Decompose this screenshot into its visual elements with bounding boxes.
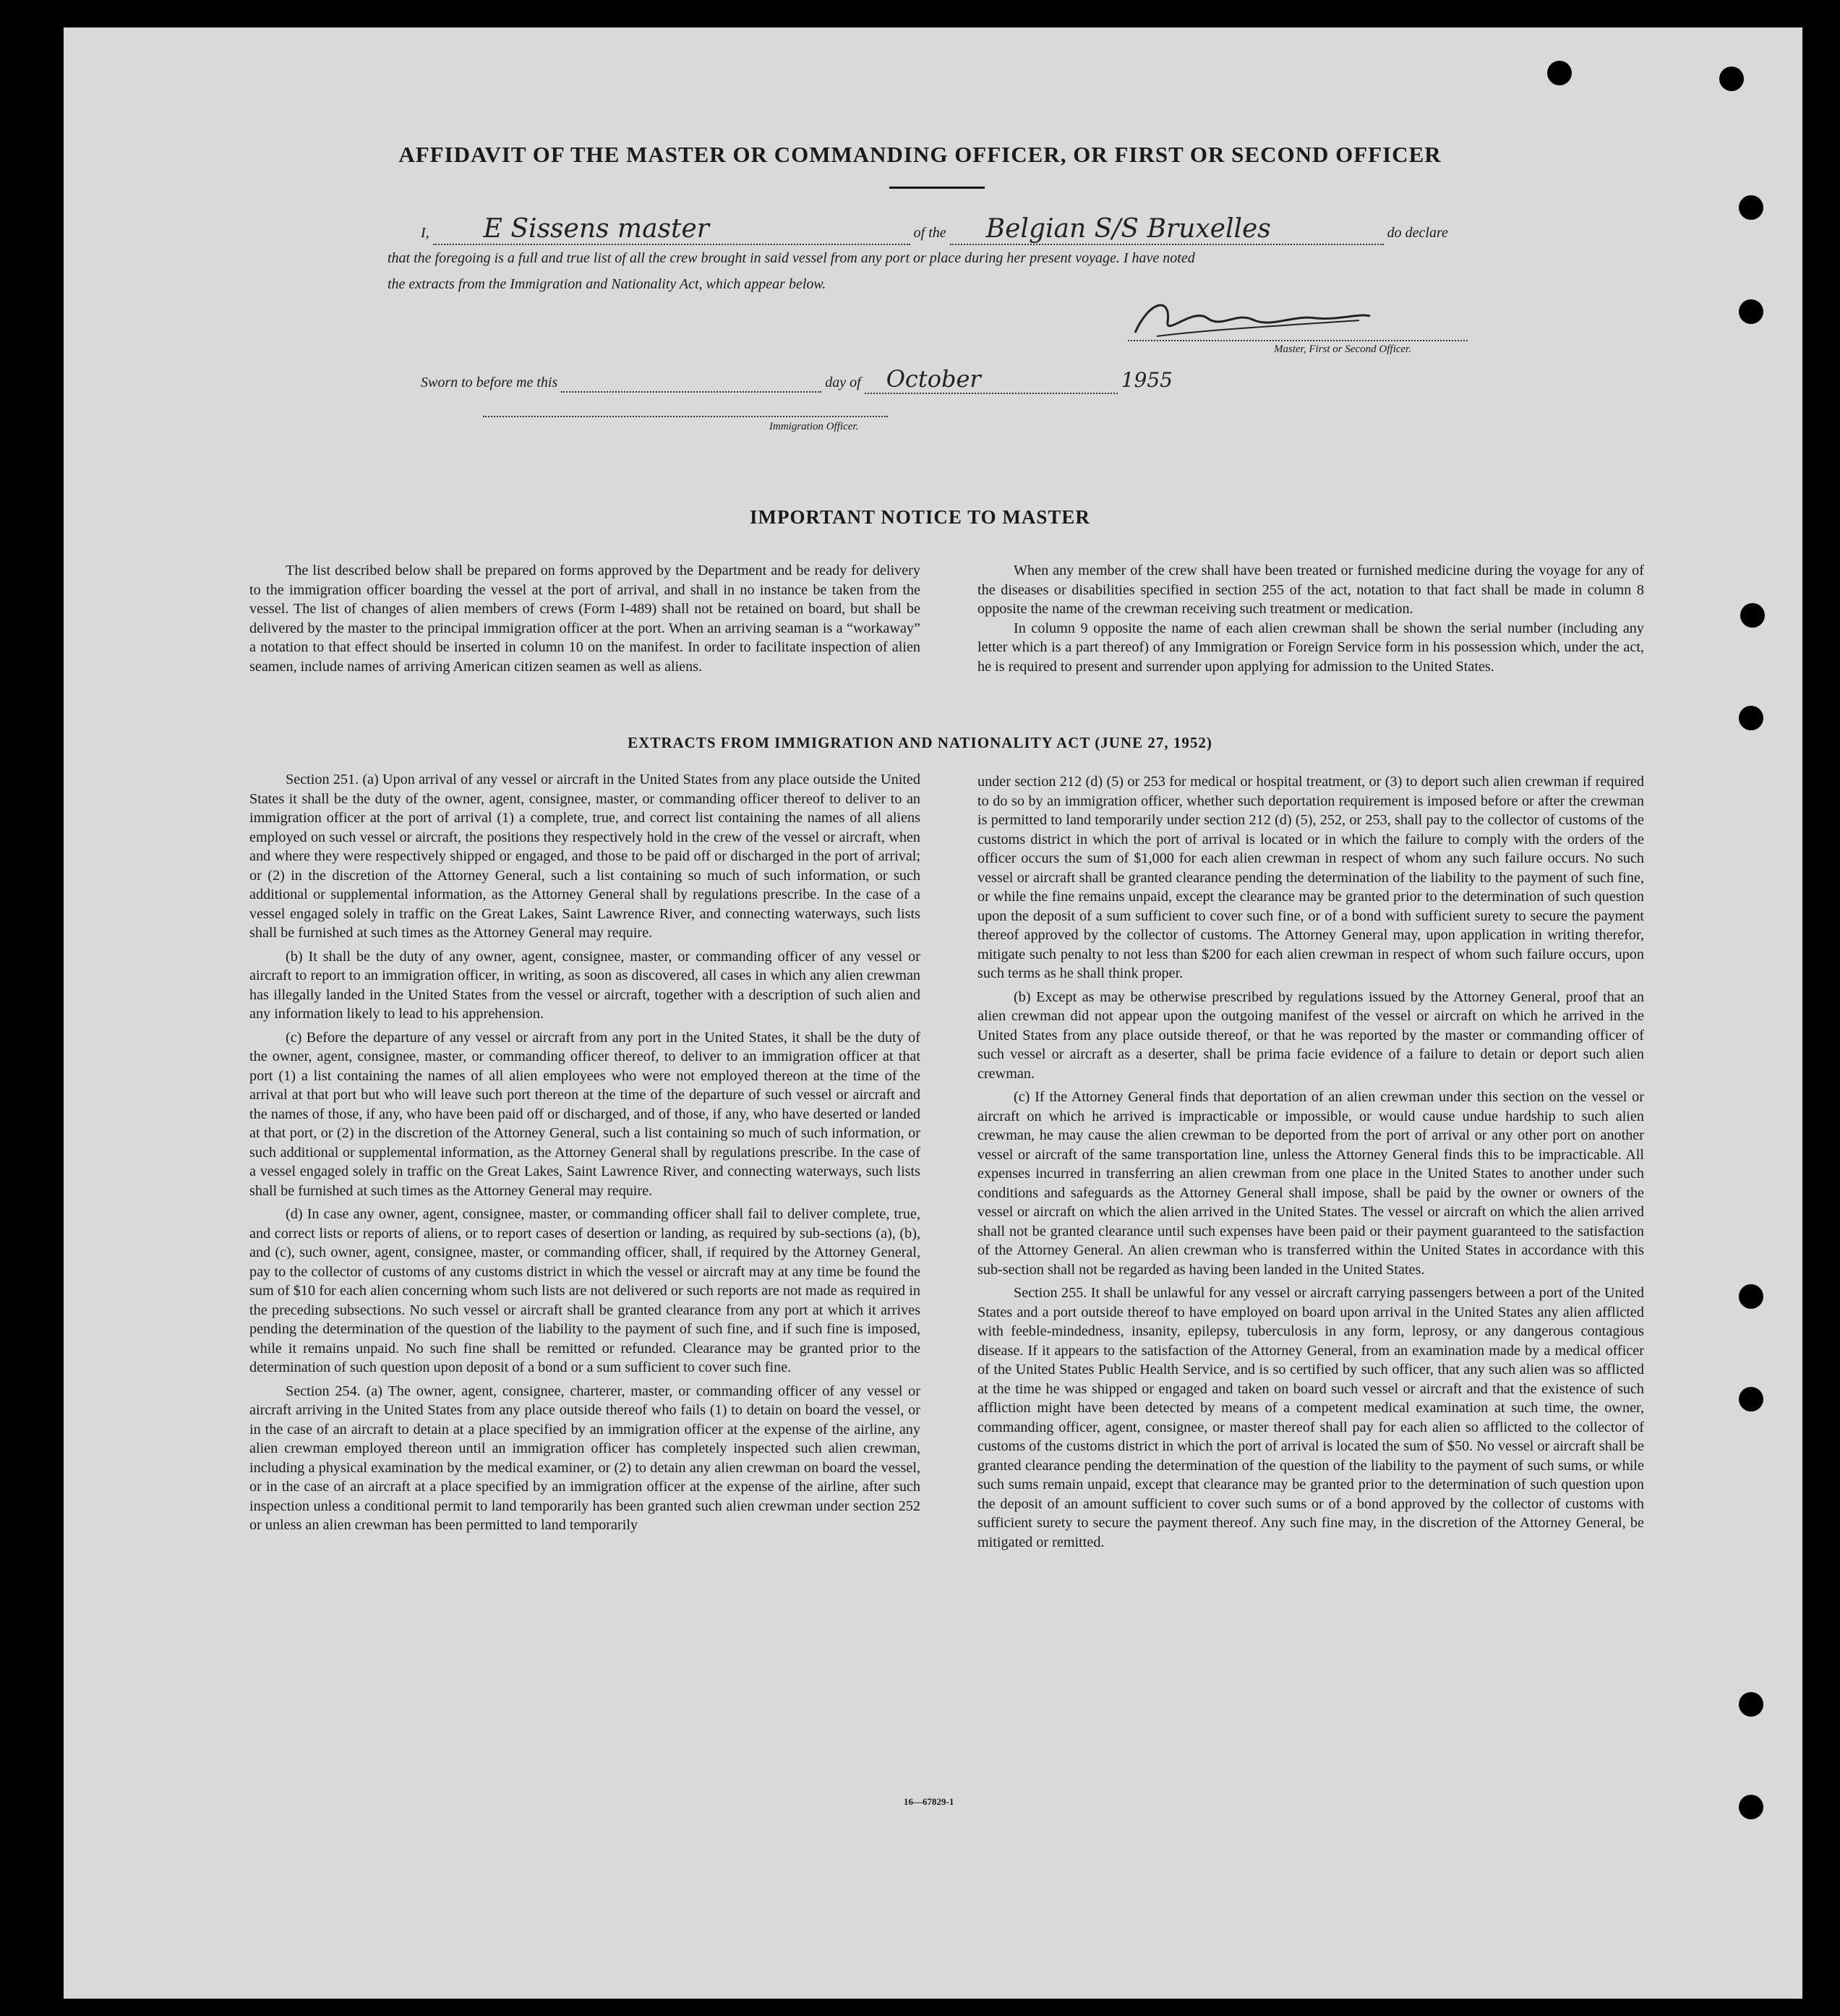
notice-left-text [249, 561, 920, 676]
affidavit-line-1 [421, 214, 1448, 245]
extract-paragraph: Section 255. It shall be unlawful for any vessel or aircraft carrying passengers between a port of the United States and a port outside thereof to have employed on board upon arrival in the United States any alien afflicted with feeble-mindedness, insanity, epilepsy, tuberculosis in any form, leprosy, or any dangerous contagious disease. If it appears to the satisfaction of the Attorney General, from an examination made by a medical officer of the United States Public Health Service, and is so certified by such officer, that any such alien was so afflicted at the time he was shipped or engaged and taken on board such vessel or aircraft and that the existence of such affliction might have been detected by means of a competent medical examination at such time, the owner, commanding officer, agent, consignee, or master thereof shall pay for each alien so afflicted to the collector of customs of the customs district in which the port of arrival is located the sum of $50. No vessel or aircraft shall be granted clearance pending the determination of the question of the liability to the payment of such sums, or while such sums remain unpaid, except that clearance may be granted prior to the determination of such question upon the deposit of an amount sufficient to cover such sums or of a bond approved by the collector of customs with sufficient surety to secure the payment thereof. Any such fine may, in the discretion of the Attorney General, be mitigated or remitted. [977, 1285, 1644, 1550]
form-number: 16—67829-1 [904, 1796, 954, 1807]
extract-paragraph: Section 251. (a) Upon arrival of any vessel or aircraft in the United States from any place outside the United States it shall be the duty of the owner, agent, consignee, master, or commanding officer thereof to deliver to an immigration officer at the port of arrival (1) a complete, true, and correct list containing the names of all aliens employed on such vessel or aircraft, the positions they respectively hold in the crew of the vessel or aircraft, when and where they were respectively shipped or engaged, and those to be paid off or discharged in the port of arrival; or (2) in the discretion of the Attorney General, such a list containing so much of such information, or such additional or supplemental information, as the Attorney General shall by regulations prescribe. In the case of a vessel engaged solely in traffic on the Great Lakes, Saint Lawrence River, and connecting waterways, such lists shall be furnished at such times as the Attorney General may require. [249, 772, 920, 941]
extract-paragraph: (b) It shall be the duty of any owner, agent, consignee, master, or commanding officer of any vessel or aircraft to report to an immigration officer, in writing, as soon as discovered, all cases in which any alien crewman has illegally landed in the United States from the vessel or aircraft, together with a description of such alien and any information likely to lead to his apprehension. [249, 948, 920, 1022]
vessel-field [950, 214, 1384, 245]
extract-paragraph: (c) Before the departure of any vessel or aircraft from any port in the United States, it shall be the duty of the owner, agent, consignee, master, or commanding officer thereof, to deliver to an immigration officer at that port (1) a list containing the names of all alien employees who were not employed thereon at the time of the arrival at that port but who will leave such port thereon at the time of the departure of such vessel or aircraft and the names of those, if any, who have been paid off or discharged, and of those, if any, who have deserted or landed at that port, or (2) in the discretion of the Attorney General, such a list containing so much of such information, or such additional or supplemental information, as the Attorney General shall by regulations prescribe. In the case of a vessel engaged solely in traffic on the Great Lakes, Saint Lawrence River, and connecting waterways, such lists shall be furnished at such times as the Attorney General may require. [249, 1029, 920, 1199]
punch-hole [1739, 1795, 1763, 1819]
punch-hole [1739, 1284, 1763, 1309]
sworn-line [421, 365, 1173, 394]
extract-paragraph: (b) Except as may be otherwise prescribed by regulations issued by the Attorney General, proof that an alien crewman did not appear upon the outgoing manifest of the vessel or aircraft on which he arrived in the United States from any place outside thereof, or that he was reported by the master or commanding officer of such vessel or aircraft as a deserter, shall be prima facie evidence of a failure to detain or deport such alien crewman. [977, 988, 1644, 1082]
notice-title: IMPORTANT NOTICE TO MASTER [750, 506, 1090, 528]
sworn-label: Sworn to before me this [421, 375, 558, 390]
immigration-officer-line [483, 416, 888, 417]
affidavit-title: AFFIDAVIT OF THE MASTER OR COMMANDING OFFICER, OR FIRST OR SECOND OFFICER [398, 142, 1442, 167]
punch-hole [1719, 67, 1744, 91]
extract-paragraph: under section 212 (d) (5) or 253 for medical or hospital treatment, or (3) to deport such alien crewman if required to do so by an immigration officer, whether such deportation requirement is imposed before or after the crewman is permitted to land temporarily under section 212 (d) (5), 252, or 253, shall pay to the collector of customs of the customs district in which the port of arrival is located or in which the failure to comply with the orders of the officer occurs the sum of $1,000 for each alien crewman in respect of whom any such failure occurs. No such vessel or aircraft shall be granted clearance pending the determination of the liability to the payment of such fine, or while the fine remains unpaid, except the clearance may be granted prior to the determination of such question upon the deposit of a sum sufficient to cover such fine, or of a bond with sufficient surety to secure the payment thereof approved by the collector of customs. The Attorney General may, upon application in writing therefor, mitigate such penalty to not less than $200 for each alien crewman in respect of whom such failure occurs, upon such terms as he shall think proper. [977, 774, 1644, 981]
master-name: E Sissens master [483, 214, 709, 244]
extracts-left-column [249, 770, 920, 1539]
month-value: October [886, 365, 981, 393]
month-field [865, 365, 1118, 394]
year-value: 1955 [1121, 368, 1173, 392]
affidavit-line-3: the extracts from the Immigration and Nationality Act, which appear below. [388, 276, 826, 292]
extracts-right-column [977, 772, 1644, 1556]
immigration-officer-caption: Immigration Officer. [769, 421, 859, 432]
notice-right-paragraph: When any member of the crew shall have been treated or furnished medicine during the voyage for any of the diseases or disabilities specified in section 255 of the act, notation to that fact shall be made in column 8 opposite the name of the crewman receiving such treatment or medication. [977, 563, 1644, 617]
punch-hole [1739, 299, 1763, 324]
notice-left-paragraph: The list described below shall be prepared on forms approved by the Department and be ready for delivery to the immigration officer boarding the vessel at the port of arrival, and shall in no instance be taken from the vessel. The list of changes of alien members of crews (Form I-489) shall not be retained on board, but shall be delivered by the master to the principal immigration officer at the port. When an arriving seaman is a “workaway” a notation to that effect should be inserted in column 10 on the manifest. In order to facilitate inspection of alien seamen, include names of arriving American citizen seamen as well as aliens. [249, 563, 920, 675]
punch-hole [1739, 195, 1763, 220]
vessel-name: Belgian S/S Bruxelles [985, 214, 1271, 244]
do-declare-label: do declare [1387, 225, 1448, 241]
notice-right-paragraph: In column 9 opposite the name of each alien crewman shall be shown the serial number (including any letter which is a part thereof) of any Immigration or Foreign Service form in his possession which, under the act, he is required to present and surrender upon applying for admission to the United States. [977, 620, 1644, 675]
officer-signature [1128, 293, 1374, 343]
punch-hole [1739, 1387, 1763, 1411]
sworn-day-field [561, 375, 821, 393]
punch-hole [1547, 61, 1572, 85]
i-label: I, [421, 225, 429, 241]
punch-hole [1739, 1692, 1763, 1717]
title-rule [889, 187, 985, 189]
extracts-title: EXTRACTS FROM IMMIGRATION AND NATIONALITY ACT (JUNE 27, 1952) [628, 734, 1212, 751]
officer-caption: Master, First or Second Officer. [1274, 343, 1411, 355]
affidavit-line-2: that the foregoing is a full and true list of all the crew brought in said vessel from any port or place during her present voyage. I have noted [388, 250, 1195, 266]
notice-right-text [977, 561, 1644, 676]
extract-paragraph: (c) If the Attorney General finds that deportation of an alien crewman under this section on the vessel or aircraft on which he arrived is impracticable or impossible, or would cause undue hardship to such alien crewman, he may cause the alien crewman to be deported from the port of arrival or any other port on another vessel or aircraft of the same transportation line, unless the Attorney General finds this to be impracticable. All expenses incurred in transferring an alien crewman from one place in the United States to another under such conditions and safeguards as the Attorney General shall impose, shall be paid by the owner or owners of the vessel or aircraft on which the alien arrived in the United States. The vessel or aircraft on which the alien arrived shall not be granted clearance until such expenses have been paid or their payment guaranteed to the satisfaction of the Attorney General. An alien crewman who is transferred within the United States in accordance with this sub-section shall not be regarded as having been landed in the United States. [977, 1089, 1644, 1278]
extract-paragraph: Section 254. (a) The owner, agent, consignee, charterer, master, or commanding officer of any vessel or aircraft arriving in the United States from any place outside thereof who fails (1) to detain on board the vessel, or in the case of an aircraft to detain at a place specified by an immigration officer at the expense of the airline, any alien crewman employed thereon until an immigration officer has completely inspected such alien crewman, including a physical examination by the medical examiner, or (2) to detain any alien crewman on board the vessel, or in the case of an aircraft at a place specified by an immigration officer at the expense of the airline, after such inspection unless a conditional permit to land temporarily has been granted such alien crewman under section 252 or unless an alien crewman has been permitted to land temporarily [249, 1383, 920, 1533]
of-the-label: of the [913, 225, 946, 241]
extract-paragraph: (d) In case any owner, agent, consignee, master, or commanding officer shall fail to deliver complete, true, and correct lists or reports of aliens, or to report cases of desertion or landing, as required by sub-sections (a), (b), and (c), such owner, agent, consignee, master, or commanding officer, shall, if required by the Attorney General, pay to the collector of customs of any customs district in which the vessel or aircraft may at any time be found the sum of $10 for each alien concerning whom such lists are not delivered or such reports are not made as required in the preceding subsections. No such vessel or aircraft shall be granted clearance from any port at which it arrives pending the determination of the question of the liability to the payment of such fine, and if such fine is imposed, while it remains unpaid. No such fine shall be remitted or refunded. Clearance may be granted prior to the determination of such question upon deposit of a bond or a sum sufficient to cover such fine. [249, 1206, 920, 1375]
master-name-field [433, 214, 910, 245]
punch-hole [1740, 603, 1765, 628]
day-of-label: day of [825, 375, 861, 390]
signature-line [1128, 340, 1468, 341]
punch-hole [1739, 706, 1763, 730]
